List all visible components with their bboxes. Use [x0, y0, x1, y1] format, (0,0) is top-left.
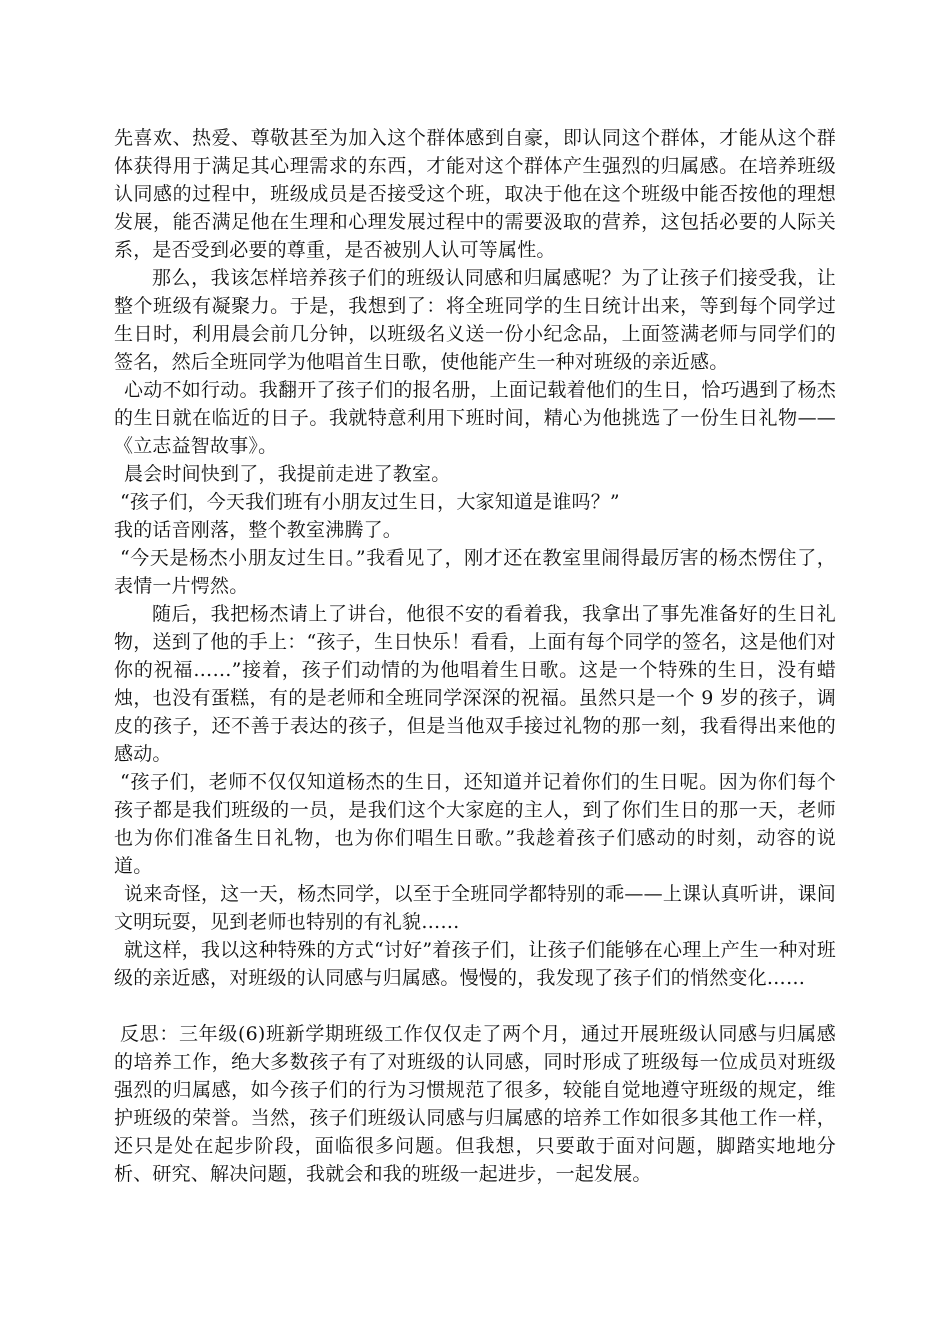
paragraph-3: 心动不如行动。我翻开了孩子们的报名册，上面记载着他们的生日，恰巧遇到了杨杰的生日就在临近的日子。我就特意利用下班时间，精心为他挑选了一份生日礼物——《立志益智故事》。 — [114, 379, 836, 457]
paragraph-5: “孩子们，今天我们班有小朋友过生日，大家知道是谁吗？” — [120, 491, 620, 513]
document-body — [114, 124, 836, 1188]
reflection-paragraph: 反思：三年级(6)班新学期班级工作仅仅走了两个月，通过开展班级认同感与归属感的培养工作，绝大多数孩子有了对班级的认同感，同时形成了班级每一位成员对班级强烈的归属感，如今孩子们的行为习惯规范了很多，较能自觉地遵守班级的规定，维护班级的荣誉。当然，孩子们班级认同感与归属感的培养工作如很多其他工作一样，还只是处在起步阶段，面临很多问题。但我想，只要敢于面对问题，脚踏实地地分析、研究、解决问题，我就会和我的班级一起进步，一起发展。 — [114, 1023, 836, 1185]
paragraph-4: 晨会时间快到了，我提前走进了教室。 — [124, 463, 451, 485]
paragraph-7: “今天是杨杰小朋友过生日。”我看见了，刚才还在教室里闹得最厉害的杨杰愣住了，表情一片愕然。 — [114, 547, 836, 597]
paragraph-9: “孩子们，老师不仅仅知道杨杰的生日，还知道并记着你们的生日呢。因为你们每个孩子都是我们班级的一员，是我们这个大家庭的主人，到了你们生日的那一天，老师也为你们准备生日礼物，也为你们唱生日歌。”我趁着孩子们感动的时刻，动容的说道。 — [114, 771, 836, 877]
paragraph-gap — [114, 992, 836, 1020]
paragraph-2: 那么，我该怎样培养孩子们的班级认同感和归属感呢？为了让孩子们接受我，让整个班级有凝聚力。于是，我想到了：将全班同学的生日统计出来，等到每个同学过生日时，利用晨会前几分钟，以班级名义送一份小纪念品，上面签满老师与同学们的签名，然后全班同学为他唱首生日歌，使他能产生一种对班级的亲近感。 — [114, 267, 836, 373]
paragraph-1: 先喜欢、热爱、尊敬甚至为加入这个群体感到自豪，即认同这个群体，才能从这个群体获得用于满足其心理需求的东西，才能对这个群体产生强烈的归属感。在培养班级认同感的过程中，班级成员是否接受这个班，取决于他在这个班级中能否按他的理想发展，能否满足他在生理和心理发展过程中的需要汲取的营养，这包括必要的人际关系，是否受到必要的尊重，是否被别人认可等属性。 — [114, 127, 836, 261]
paragraph-10: 说来奇怪，这一天，杨杰同学，以至于全班同学都特别的乖——上课认真听讲，课间文明玩耍，见到老师也特别的有礼貌…… — [114, 883, 836, 933]
paragraph-8: 随后，我把杨杰请上了讲台，他很不安的看着我，我拿出了事先准备好的生日礼物，送到了他的手上：“孩子，生日快乐！看看，上面有每个同学的签名，这是他们对你的祝福……”接着，孩子们动情的为他唱着生日歌。这是一个特殊的生日，没有蜡烛，也没有蛋糕，有的是老师和全班同学深深的祝福。虽然只是一个 9 岁的孩子，调皮的孩子，还不善于表达的孩子，但是当他双手接过礼物的那一刻，我看得出来他的感动。 — [114, 603, 836, 765]
paragraph-6: 我的话音刚落，整个教室沸腾了。 — [114, 519, 403, 541]
paragraph-11: 就这样，我以这种特殊的方式“讨好”着孩子们，让孩子们能够在心理上产生一种对班级的亲近感，对班级的认同感与归属感。慢慢的，我发现了孩子们的悄然变化…… — [114, 939, 836, 989]
